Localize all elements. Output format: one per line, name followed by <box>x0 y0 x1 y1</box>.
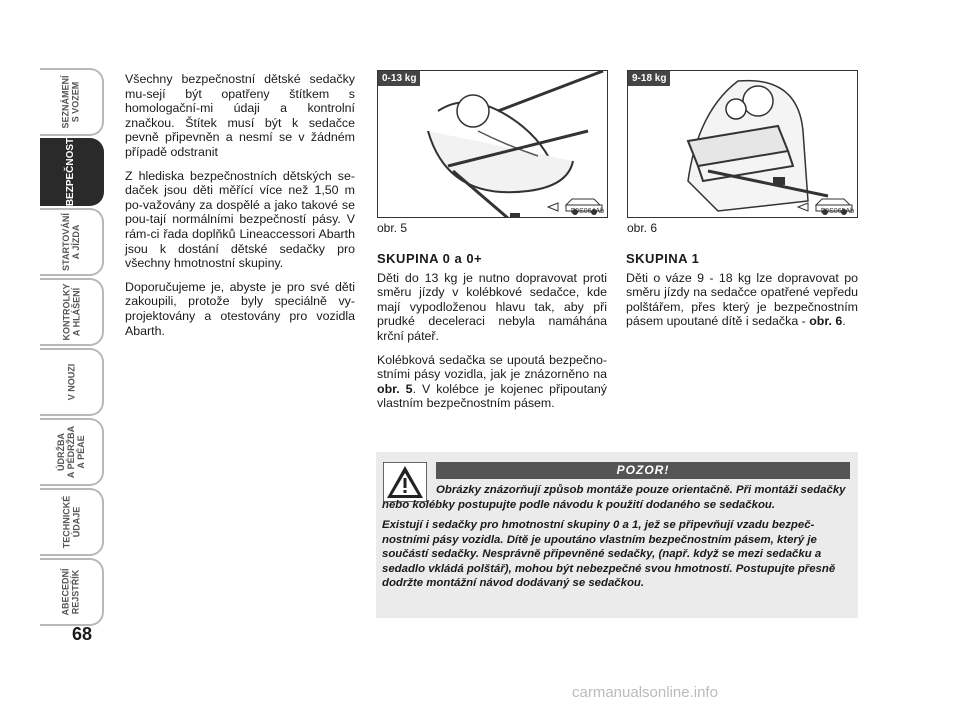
paragraph: Děti do 13 kg je nutno dopravovat proti směru jízdy v kolébkové sedačce, kde mají vypodloženou hlavu tak, aby při prudké deceleraci nebyla namáhána krční páteř. <box>377 270 607 343</box>
group-1-column <box>626 252 858 338</box>
page-number: 68 <box>72 624 93 644</box>
tab-seznameni[interactable] <box>40 68 104 136</box>
weight-tag: 0-13 kg <box>378 71 420 86</box>
figure-reference: obr. 6 <box>809 314 843 329</box>
text-run: Kolébková sedačka se upoutá bezpečno-stními pásy vozidla, jak je znázorněno na <box>377 352 607 382</box>
child-seat-illustration <box>628 71 857 217</box>
figure-caption: obr. 5 <box>377 221 408 235</box>
warning-box <box>376 452 858 618</box>
section-heading: SKUPINA 0 a 0+ <box>377 251 483 266</box>
paragraph: Existují i sedačky pro hmotnostní skupiny 0 a 1, jež se připevňují vzadu bezpeč-nostními pásy vozidla. Dítě je upoutáno vlastním bezpečnostním pásem, který je součástí sedačky. Nesprávně připevněné sedačky, (např. když se mezi sedačku a sedadlo vkládá polštář), mohou být nebezpečné svou hmotností. Postupujte přesně dodržte montážní návod dodávaný se sedačkou. <box>382 519 836 589</box>
tab-udrzba[interactable] <box>40 418 104 486</box>
tab-v-nouzi[interactable] <box>40 348 104 416</box>
tab-technicke-udaje[interactable] <box>40 488 104 556</box>
intro-column <box>125 72 355 347</box>
figure-code: F0S065Ab <box>820 208 854 215</box>
figure-reference: obr. 5 <box>377 381 413 396</box>
watermark: carmanualsonline.info <box>572 684 718 701</box>
warning-text <box>382 483 850 597</box>
tab-bezpecnost[interactable] <box>40 138 104 206</box>
warning-title: POZOR! <box>436 462 850 479</box>
tab-label: V NOUZI <box>65 363 76 401</box>
text-run: . V kolébce je kojenec připoutaný vlastním bezpečnostním pásem. <box>377 381 607 411</box>
paragraph <box>377 353 607 411</box>
paragraph: Z hlediska bezpečnostních dětských se-daček jsou děti měřící více než 1,50 m po-važovány za dospělé a jako takové se pou-tají normálními bezpečností pásy. V rám-ci řada doplňků Lineaccessori Abarth jsou k dostání dětské sedačky pro všechny hmotnostní skupiny. <box>125 168 355 271</box>
tab-label: SEZNÁMENÍ S VOZEM <box>60 75 81 129</box>
tab-abecedni-rejstrik[interactable] <box>40 558 104 626</box>
section-heading: SKUPINA 1 <box>626 251 700 266</box>
tab-label: TECHNICKÉ ÚDAJE <box>60 495 81 549</box>
figure-child-seat <box>627 70 858 218</box>
figure-code: F0S064Ab <box>570 208 604 215</box>
paragraph: Všechny bezpečnostní dětské sedačky mu-sejí být opatřeny štítkem s homologační-mi údaji a kontrolní značkou. Štítek musí být k sedačce pevně připevněn a nesmí se v žádném případě odstranit <box>125 72 355 159</box>
tab-kontrolky[interactable] <box>40 278 104 346</box>
figure-caption: obr. 6 <box>627 221 658 235</box>
text-run: . <box>842 314 846 329</box>
figure-infant-carrier <box>377 70 608 218</box>
tab-startovani[interactable] <box>40 208 104 276</box>
tab-label: STARTOVÁNÍ A JÍZDA <box>60 213 81 271</box>
tab-label: BEZPEČNOST <box>65 137 76 207</box>
paragraph: Doporučujeme je, abyste je pro své děti zakoupili, protože byly speciálně vy-projektovány a otestovány pro vozidla Abarth. <box>125 279 355 338</box>
tab-label: ABECEDNÍ REJSTŘÍK <box>60 568 81 616</box>
tab-label: KONTROLKY A HLÁŠENÍ <box>61 283 81 341</box>
tab-label: ÚDRŽBA A PÉDRŽBA A PÉAE <box>55 425 86 479</box>
infant-carrier-illustration <box>378 71 607 217</box>
group-0-column <box>377 252 607 420</box>
paragraph <box>626 271 858 329</box>
paragraph: Obrázky znázorňují způsob montáže pouze orientačně. Při montáži sedačky nebo kolébky postupujte podle návodu k použití dodaného se sedačkou. <box>382 484 846 511</box>
text-run: Děti o váze 9 - 18 kg lze dopravovat po směru jízdy na sedačce opatřené vepředu polštářem, přes který je bezpečnostním pásem upoutané dítě i sedačka - <box>626 270 858 329</box>
weight-tag: 9-18 kg <box>628 71 670 86</box>
